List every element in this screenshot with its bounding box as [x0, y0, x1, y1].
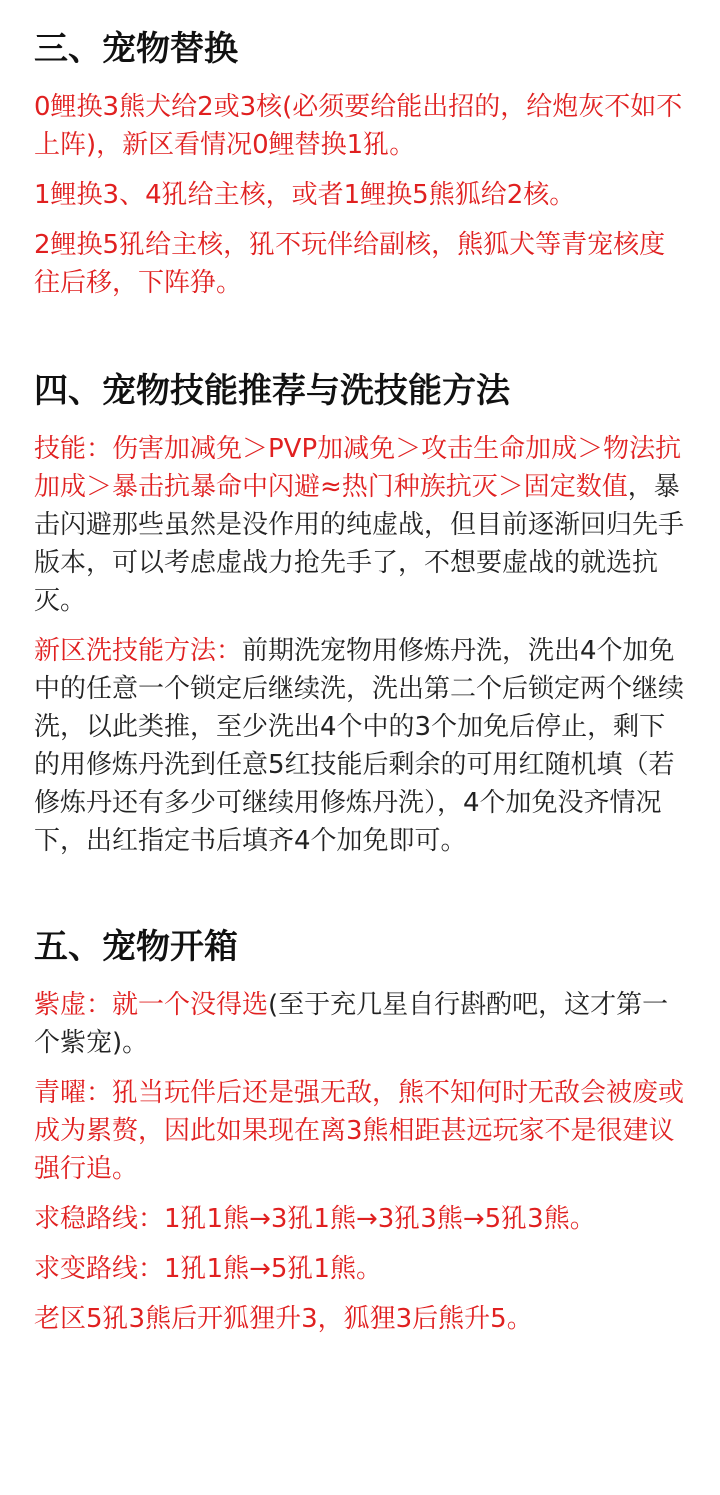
paragraph	[34, 1200, 686, 1238]
paragraph-highlight: 1鲤换3、4犼给主核，或者1鲤换5熊狐给2核。	[34, 180, 576, 210]
paragraph-highlight: 紫虚：就一个没得选	[34, 990, 269, 1020]
section-title: 四、宠物技能推荐与洗技能方法	[34, 371, 510, 411]
paragraph	[34, 430, 686, 620]
section-pet-replacement	[34, 26, 686, 302]
paragraph-body: (至于充几星自行斟酌吧，这才第一个紫宠)。	[34, 990, 669, 1058]
paragraph-highlight: 求稳路线：1犼1熊→3犼1熊→3犼3熊→5犼3熊。	[34, 1204, 596, 1234]
paragraph	[34, 1074, 686, 1188]
paragraph-highlight: 青曜：犼当玩伴后还是强无敌，熊不知何时无敌会被废或成为累赘，因此如果现在离3熊相距甚远玩家不是很建议强行追。	[34, 1078, 685, 1184]
paragraph	[34, 176, 686, 214]
paragraph	[34, 986, 686, 1062]
paragraph-highlight: 技能：伤害加减免＞PVP加减免＞攻击生命加成＞物法抗加成＞暴击抗暴命中闪避≈热门种族抗灭＞固定数值	[34, 434, 682, 502]
paragraph	[34, 88, 686, 164]
paragraph	[34, 1300, 686, 1338]
paragraph-highlight: 0鲤换3熊犬给2或3核(必须要给能出招的，给炮灰不如不上阵)，新区看情况0鲤替换1犼。	[34, 92, 683, 160]
paragraph-body: 前期洗宠物用修炼丹洗，洗出4个加免中的任意一个锁定后继续洗，洗出第二个后锁定两个继续洗，以此类推，至少洗出4个中的3个加免后停止，剩下的用修炼丹洗到任意5红技能后剩余的可用红随机填（若修炼丹还有多少可继续用修炼丹洗），4个加免没齐情况下，出红指定书后填齐4个加免即可。	[34, 636, 685, 856]
section-title: 五、宠物开箱	[34, 927, 238, 967]
paragraph	[34, 632, 686, 860]
paragraph-highlight: 新区洗技能方法：	[34, 636, 243, 666]
section-title: 三、宠物替换	[34, 29, 238, 69]
paragraph	[34, 1250, 686, 1288]
paragraph-highlight: 老区5犼3熊后开狐狸升3，狐狸3后熊升5。	[34, 1304, 533, 1334]
section-pet-skills	[34, 368, 686, 860]
paragraph	[34, 226, 686, 302]
paragraph-highlight: 2鲤换5犼给主核，犼不玩伴给副核，熊狐犬等青宠核度往后移，下阵狰。	[34, 230, 666, 298]
section-pet-unboxing	[34, 924, 686, 1338]
paragraph-body: ，暴击闪避那些虽然是没作用的纯虚战，但目前逐渐回归先手版本，可以考虑虚战力抢先手了，不想要虚战的就选抗灭。	[34, 472, 685, 616]
paragraph-highlight: 求变路线：1犼1熊→5犼1熊。	[34, 1254, 382, 1284]
